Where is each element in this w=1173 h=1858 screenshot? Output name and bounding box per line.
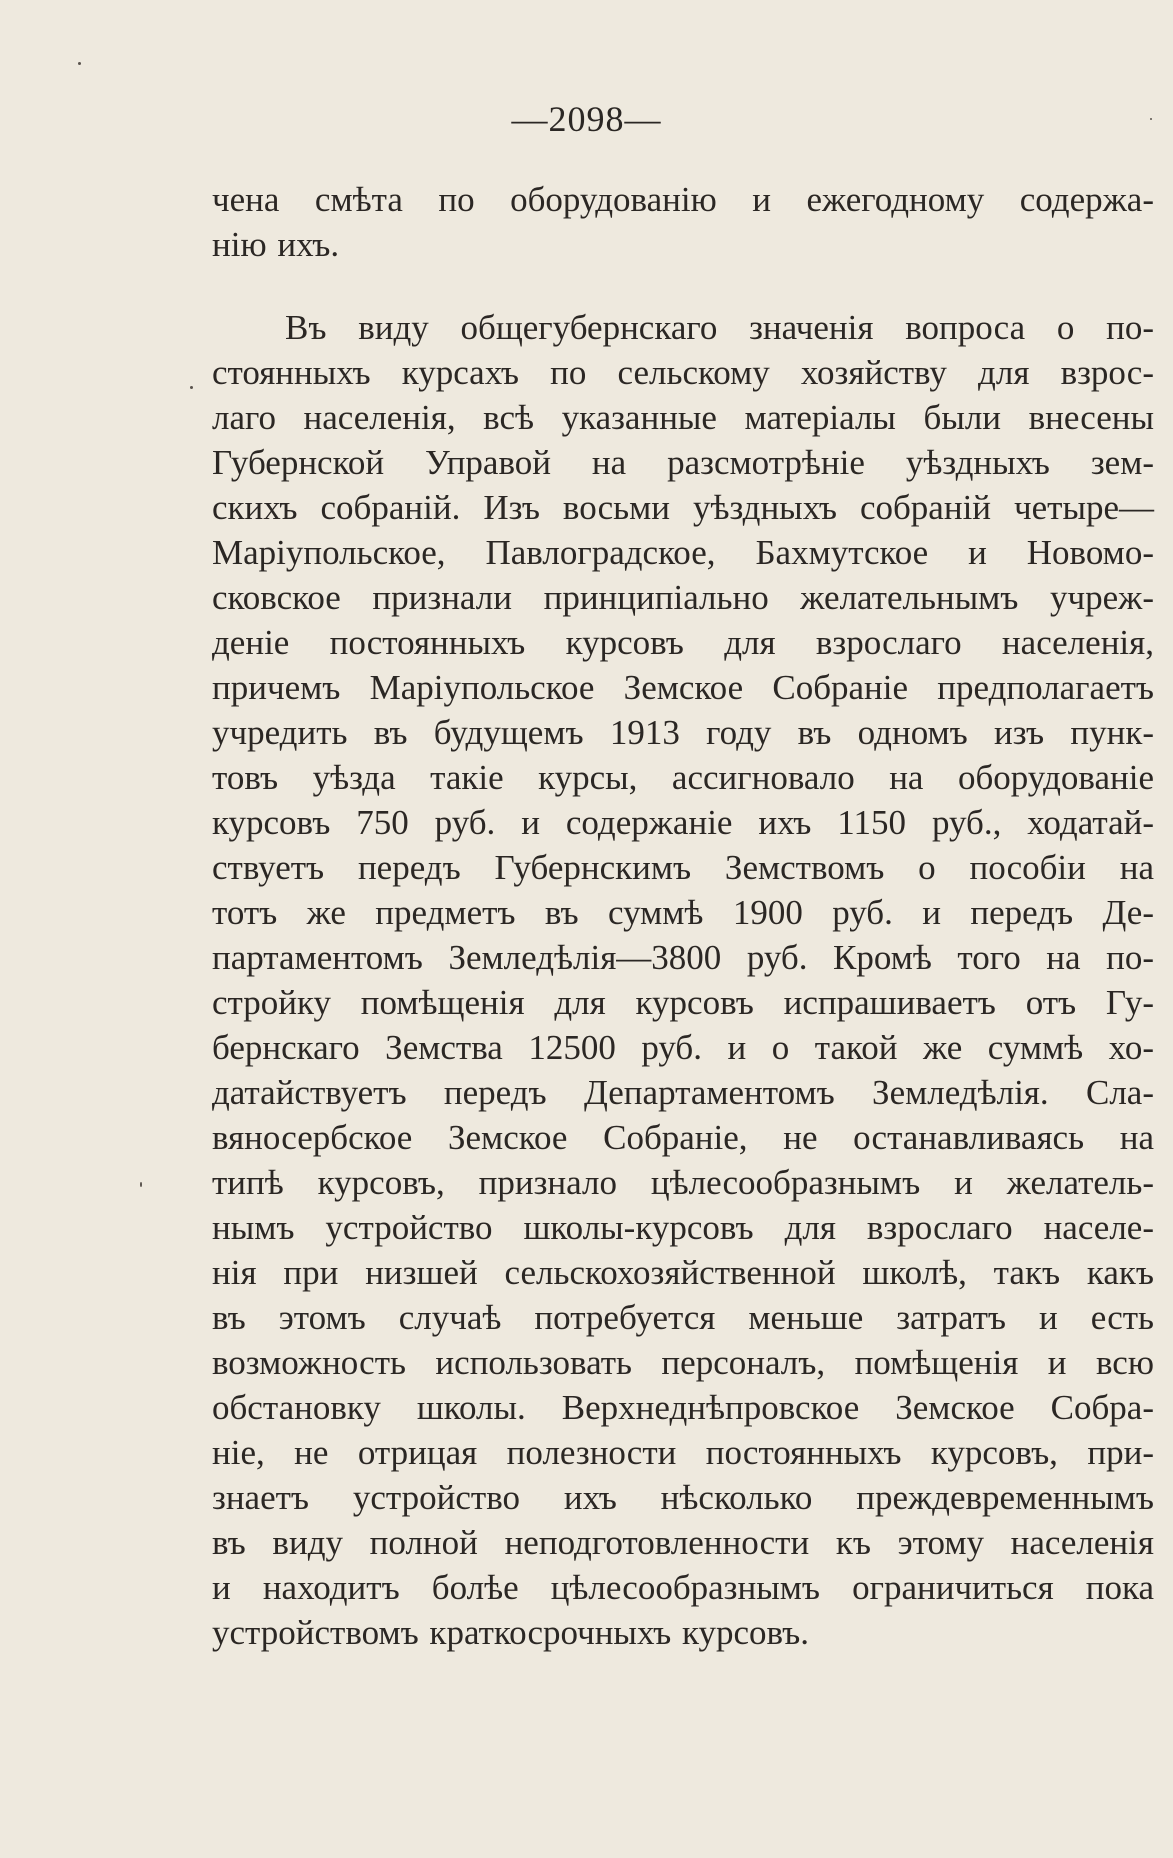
text-line: лаго населенія, всѣ указанные матеріалы были внесены bbox=[212, 398, 1154, 437]
text-line: Маріупольское, Павлоградское, Бахмутское и Новомо- bbox=[212, 533, 1154, 572]
text-line: въ виду полной неподготовленности къ этому населенія bbox=[212, 1523, 1154, 1562]
text-line: товъ уѣзда такіе курсы, ассигновало на оборудованіе bbox=[212, 758, 1154, 797]
text-line: деніе постоянныхъ курсовъ для взрослаго населенія, bbox=[212, 623, 1154, 662]
text-line: причемъ Маріупольское Земское Собраніе предполагаетъ bbox=[212, 668, 1154, 707]
text-line: стоянныхъ курсахъ по сельскому хозяйству для взрос- bbox=[212, 353, 1154, 392]
text-line: ніе, не отрицая полезности постоянныхъ курсовъ, при- bbox=[212, 1433, 1154, 1472]
text-line: Въ виду общегубернскаго значенія вопроса о по- bbox=[285, 308, 1154, 347]
text-line: ствуетъ передъ Губернскимъ Земствомъ о пособіи на bbox=[212, 848, 1154, 887]
text-line: сковское признали принципіально желательнымъ учреж- bbox=[212, 578, 1154, 617]
text-line: курсовъ 750 руб. и содержаніе ихъ 1150 руб., ходатай- bbox=[212, 803, 1154, 842]
text-line: партаментомъ Земледѣлія—3800 руб. Кромѣ того на по- bbox=[212, 938, 1154, 977]
text-line: стройку помѣщенія для курсовъ испрашиваетъ отъ Гу- bbox=[212, 983, 1154, 1022]
text-line: датайствуетъ передъ Департаментомъ Земледѣлія. Сла- bbox=[212, 1073, 1154, 1112]
text-line: типѣ курсовъ, признало цѣлесообразнымъ и желатель- bbox=[212, 1163, 1154, 1202]
text-line: скихъ собраній. Изъ восьми уѣздныхъ собраній четыре— bbox=[212, 488, 1154, 527]
text-line: вяносербское Земское Собраніе, не останавливаясь на bbox=[212, 1118, 1154, 1157]
paper-speck bbox=[140, 1182, 142, 1187]
paper-speck bbox=[1150, 118, 1152, 120]
text-line: устройствомъ краткосрочныхъ курсовъ. bbox=[212, 1613, 810, 1652]
text-line: нія при низшей сельскохозяйственной школѣ, такъ какъ bbox=[212, 1253, 1154, 1292]
paper-speck bbox=[190, 386, 193, 389]
page-number: —2098— bbox=[511, 99, 662, 139]
text-line: чена смѣта по оборудованію и ежегодному содержа- bbox=[212, 180, 1154, 219]
text-line: бернскаго Земства 12500 руб. и о такой же суммѣ хо- bbox=[212, 1028, 1154, 1067]
text-line: возможность использовать персоналъ, помѣщенія и всю bbox=[212, 1343, 1154, 1382]
text-line: и находитъ болѣе цѣлесообразнымъ ограничиться пока bbox=[212, 1568, 1154, 1607]
text-line: обстановку школы. Верхнеднѣпровское Земское Собра- bbox=[212, 1388, 1154, 1427]
paper-speck bbox=[78, 62, 81, 65]
text-line: знаетъ устройство ихъ нѣсколько преждевременнымъ bbox=[212, 1478, 1154, 1517]
text-line: нымъ устройство школы-курсовъ для взрослаго населе- bbox=[212, 1208, 1154, 1247]
text-line: въ этомъ случаѣ потребуется меньше затратъ и есть bbox=[212, 1298, 1154, 1337]
text-line: учредить въ будущемъ 1913 году въ одномъ изъ пунк- bbox=[212, 713, 1154, 752]
text-line: нію ихъ. bbox=[212, 225, 340, 264]
text-line: тотъ же предметъ въ суммѣ 1900 руб. и передъ Де- bbox=[212, 893, 1154, 932]
text-line: Губернской Управой на разсмотрѣніе уѣздныхъ зем- bbox=[212, 443, 1154, 482]
